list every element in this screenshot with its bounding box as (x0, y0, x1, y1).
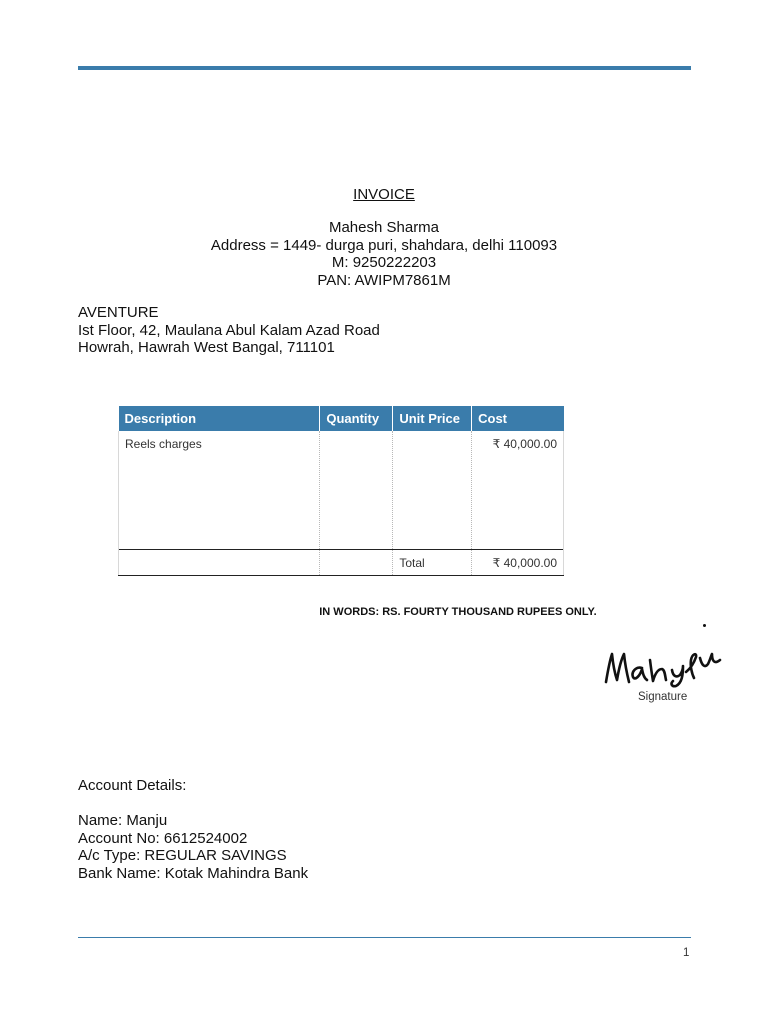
invoice-title: INVOICE (353, 186, 415, 203)
header-unit-price: Unit Price (393, 406, 472, 431)
sender-pan: PAN: AWIPM7861M (317, 271, 451, 289)
recipient-address-line2: Howrah, Hawrah West Bangal, 711101 (78, 339, 335, 356)
sender-block (0, 219, 768, 289)
recipient-name: AVENTURE (78, 304, 159, 321)
sender-name: Mahesh Sharma (328, 219, 440, 236)
signature-dot (703, 624, 706, 627)
item-unit-price (393, 431, 472, 549)
item-quantity (320, 431, 393, 549)
table-row (119, 431, 564, 549)
amount-in-words: IN WORDS: RS. FOURTY THOUSAND RUPEES ONLY. (319, 606, 597, 618)
item-cost: ₹ 40,000.00 (472, 431, 564, 549)
sender-mobile: M: 9250222203 (331, 254, 437, 271)
sender-address: Address = 1449- durga puri, shahdara, delhi 110093 (210, 236, 558, 254)
invoice-items-table (118, 406, 564, 576)
bank-name: Bank Name: Kotak Mahindra Bank (78, 864, 309, 882)
page-number: 1 (683, 947, 690, 959)
total-empty-cell (119, 549, 320, 575)
signature-image (602, 642, 726, 688)
account-number: Account No: 6612524002 (78, 829, 248, 847)
top-rule (78, 66, 691, 70)
bottom-rule (78, 937, 691, 938)
header-description: Description (119, 406, 320, 431)
item-description: Reels charges (119, 431, 320, 549)
account-name: Name: Manju (78, 812, 168, 829)
account-type: A/c Type: REGULAR SAVINGS (78, 847, 287, 864)
table-header-row (119, 406, 564, 431)
total-row (119, 549, 564, 575)
account-details (78, 777, 308, 882)
header-quantity: Quantity (320, 406, 393, 431)
recipient-address-line1: Ist Floor, 42, Maulana Abul Kalam Azad Road (78, 321, 380, 339)
recipient-block (78, 304, 380, 357)
total-label: Total (393, 549, 472, 575)
header-cost: Cost (472, 406, 564, 431)
signature-label: Signature (638, 691, 688, 703)
total-empty-cell (320, 549, 393, 575)
total-value: ₹ 40,000.00 (472, 549, 564, 575)
account-heading: Account Details: (78, 777, 187, 794)
